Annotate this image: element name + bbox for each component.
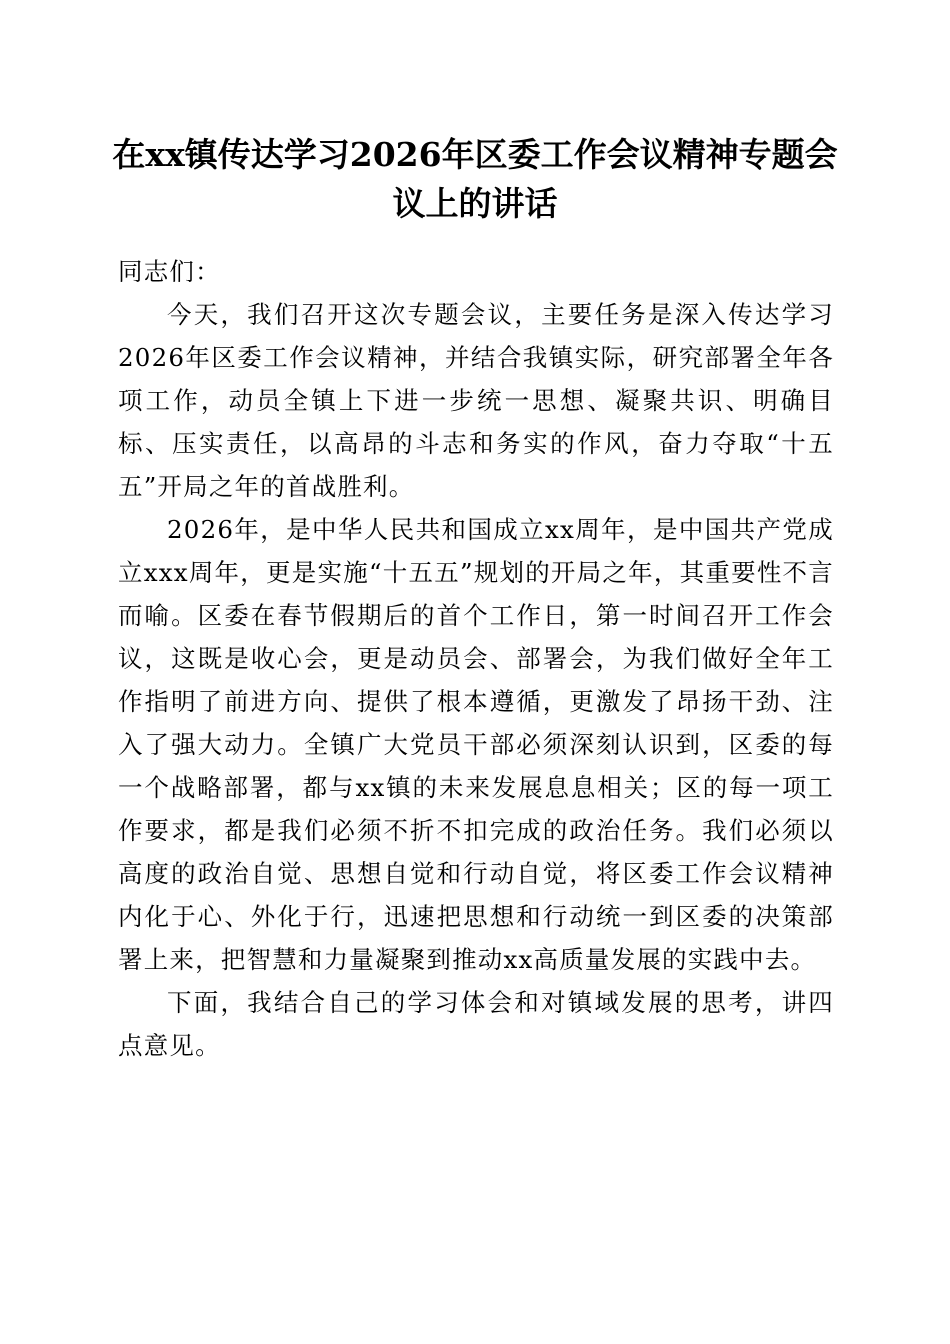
document-body xyxy=(118,250,834,1067)
salutation: 同志们： xyxy=(118,257,221,286)
paragraph-2: 2026年，是中华人民共和国成立xx周年，是中国共产党成立xxx周年，更是实施“十五五”规划的开局之年，其重要性不言而喻。区委在春节假期后的首个工作日，第一时间召开工作会议，这既是收心会，更是动员会、部署会，为我们做好全年工作指明了前进方向、提供了根本遵循，更激发了昂扬干劲、注入了强大动力。全镇广大党员干部必须深刻认识到，区委的每一个战略部署，都与xx镇的未来发展息息相关；区的每一项工作要求，都是我们必须不折不扣完成的政治任务。我们必须以高度的政治自觉、思想自觉和行动自觉，将区委工作会议精神内化于心、外化于行，迅速把思想和行动统一到区委的决策部署上来，把智慧和力量凝聚到推动xx高质量发展的实践中去。 xyxy=(118,515,834,974)
document-title: 在xx镇传达学习2026年区委工作会议精神专题会议上的讲话 xyxy=(112,135,838,223)
paragraph-1: 今天，我们召开这次专题会议，主要任务是深入传达学习2026年区委工作会议精神，并结合我镇实际，研究部署全年各项工作，动员全镇上下进一步统一思想、凝聚共识、明确目标、压实责任，以高昂的斗志和务实的作风，奋力夺取“十五五”开局之年的首战胜利。 xyxy=(118,300,834,501)
paragraph-3: 下面，我结合自己的学习体会和对镇域发展的思考，讲四点意见。 xyxy=(118,988,834,1060)
